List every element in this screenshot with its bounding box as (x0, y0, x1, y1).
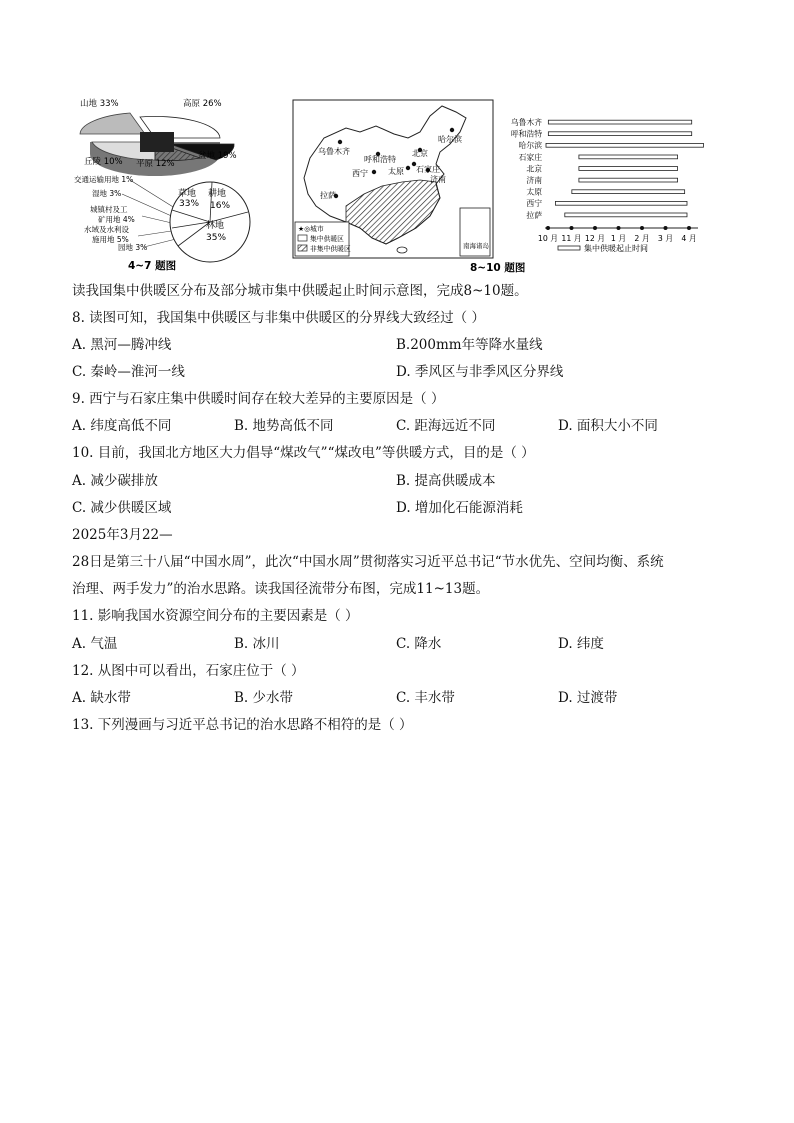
month-label: 4 月 (681, 234, 697, 243)
map-city-harbin: 哈尔滨 (438, 135, 462, 144)
pie-label-hills: 丘陵 10% (84, 157, 123, 167)
figure-landuse-pies (60, 92, 275, 272)
month-tick (687, 226, 691, 230)
map-legend-heating: 集中供暖区 (310, 235, 344, 243)
map-legend-city: ★◎城市 (298, 225, 324, 233)
q9-option-b[interactable]: B. 地势高低不同 (234, 418, 334, 434)
month-tick (570, 226, 574, 230)
month-label: 3 月 (657, 234, 674, 243)
q8-option-b[interactable]: B.200mm年等降水量线 (396, 337, 543, 353)
map-city-beijing: 北京 (412, 149, 428, 158)
map-city-lhasa: 拉萨 (320, 191, 336, 200)
map-legend-non-heating: 非集中供暖区 (310, 245, 351, 253)
map-city-jinan: 济南 (430, 175, 446, 184)
month-label: 1 月 (610, 234, 627, 243)
q8-option-a[interactable]: A. 黑河—腾冲线 (72, 337, 172, 353)
question-13: 13. 下列漫画与习近平总书记的治水思路不相符的是（ ） (72, 717, 413, 733)
heating-period-bar (548, 132, 691, 136)
pie-label-plateau: 高原 26% (183, 99, 222, 109)
heating-period-bar (546, 143, 703, 147)
landuse-forest-name: 林地 (206, 221, 225, 231)
heating-period-bar (548, 120, 691, 124)
bar-city-label: 呼和浩特 (510, 129, 542, 139)
figure-heating-map (290, 98, 526, 274)
q10-option-a[interactable]: A. 减少碳排放 (72, 473, 158, 489)
heating-period-bar (579, 167, 678, 171)
figure-caption-4-7: 4~7 题图 (128, 260, 177, 272)
bar-city-label: 北京 (526, 164, 542, 174)
q9-option-c[interactable]: C. 距海远近不同 (396, 418, 496, 434)
question-8: 8. 读图可知，我国集中供暖区与非集中供暖区的分界线大致经过（ ） (72, 310, 485, 326)
q12-option-b[interactable]: B. 少水带 (234, 690, 294, 706)
landuse-label-water-2: 施用地 5% (92, 235, 129, 244)
bar-city-label: 哈尔滨 (518, 141, 542, 151)
bar-city-label: 济南 (526, 176, 542, 185)
heating-period-bar (579, 178, 678, 182)
pie-label-mountain: 山地 33% (80, 99, 119, 109)
q11-option-c[interactable]: C. 降水 (396, 636, 442, 652)
pie-label-basin: 盆地 19% (198, 151, 237, 161)
q11-option-d[interactable]: D. 纬度 (558, 636, 604, 652)
passage-date: 2025年3月22— (72, 527, 173, 543)
month-label: 10 月 (537, 234, 559, 243)
landuse-label-garden: 园地 3% (118, 243, 148, 252)
question-11: 11. 影响我国水资源空间分布的主要因素是（ ） (72, 608, 359, 624)
bar-city-label: 拉萨 (526, 210, 542, 220)
month-tick (640, 226, 644, 230)
q9-option-d[interactable]: D. 面积大小不同 (558, 418, 658, 434)
map-city-xining: 西宁 (352, 169, 368, 178)
landuse-label-urban-2: 矿用地 4% (98, 215, 135, 224)
month-label: 11 月 (561, 234, 582, 243)
bar-legend-swatch (558, 246, 580, 250)
q8-option-c[interactable]: C. 秦岭—淮河一线 (72, 364, 185, 380)
q12-option-a[interactable]: A. 缺水带 (72, 690, 131, 706)
landuse-label-transport: 交通运输用地 1% (74, 175, 134, 184)
intro-text: 读我国集中供暖区分布及部分城市集中供暖起止时间示意图，完成8~10题。 (72, 283, 528, 299)
landuse-grass-name: 草地 (178, 189, 197, 199)
landuse-label-wetland: 湿地 3% (92, 189, 122, 198)
month-label: 2 月 (634, 234, 650, 243)
month-label: 12 月 (584, 234, 606, 243)
passage-line-1: 28日是第三十八届“中国水周”，此次“中国水周”贯彻落实习近平总书记“节水优先、空间均衡、系统 (72, 554, 664, 570)
q10-option-d[interactable]: D. 增加化石能源消耗 (396, 500, 523, 516)
q11-option-b[interactable]: B. 冰川 (234, 636, 280, 652)
q12-option-d[interactable]: D. 过渡带 (558, 690, 618, 706)
heating-period-bar (555, 201, 687, 205)
q10-option-c[interactable]: C. 减少供暖区域 (72, 500, 172, 516)
question-9: 9. 西宁与石家庄集中供暖时间存在较大差异的主要原因是（ ） (72, 391, 445, 407)
month-tick (664, 226, 668, 230)
heating-period-bar (579, 155, 678, 159)
landuse-label-water-1: 水域及水利设 (84, 225, 129, 234)
bar-city-label: 西宁 (526, 199, 542, 209)
heating-period-bar (572, 190, 685, 194)
q10-option-b[interactable]: B. 提高供暖成本 (396, 473, 496, 489)
bar-city-label: 乌鲁木齐 (510, 118, 542, 127)
landuse-farmland-name: 耕地 (208, 189, 227, 199)
landuse-label-urban-1: 城镇村及工 (90, 205, 128, 214)
question-10: 10. 目前，我国北方地区大力倡导“煤改气”“煤改电”等供暖方式，目的是（ ） (72, 445, 535, 461)
passage-line-2: 治理、两手发力”的治水思路。读我国径流带分布图，完成11~13题。 (72, 581, 490, 597)
month-tick (617, 226, 621, 230)
landuse-grass-value: 33% (179, 199, 200, 209)
question-12: 12. 从图中可以看出，石家庄位于（ ） (72, 663, 305, 679)
heating-period-bar (565, 213, 687, 217)
bar-city-label: 石家庄 (518, 152, 542, 162)
figure-caption-8-10: 8~10 题图 (470, 262, 526, 274)
month-tick (593, 226, 597, 230)
map-inset-south-sea: 南海诸岛 (463, 242, 489, 250)
map-city-hohhot: 呼和浩特 (364, 155, 396, 164)
landuse-farmland-value: 16% (210, 201, 231, 211)
bar-legend-label: 集中供暖起止时间 (584, 244, 648, 253)
landuse-forest-value: 35% (206, 233, 227, 243)
q11-option-a[interactable]: A. 气温 (72, 636, 118, 652)
q12-option-c[interactable]: C. 丰水带 (396, 690, 455, 706)
figure-heating-period-chart (500, 112, 718, 262)
map-city-shijiazhuang: 石家庄 (416, 165, 440, 174)
q9-option-a[interactable]: A. 纬度高低不同 (72, 418, 172, 434)
month-tick (546, 226, 550, 230)
map-city-taiyuan: 太原 (388, 167, 404, 176)
pie-label-plain: 平原 12% (136, 159, 175, 169)
q8-option-d[interactable]: D. 季风区与非季风区分界线 (396, 364, 564, 380)
bar-city-label: 太原 (526, 187, 542, 197)
map-city-urumqi: 乌鲁木齐 (318, 147, 350, 156)
